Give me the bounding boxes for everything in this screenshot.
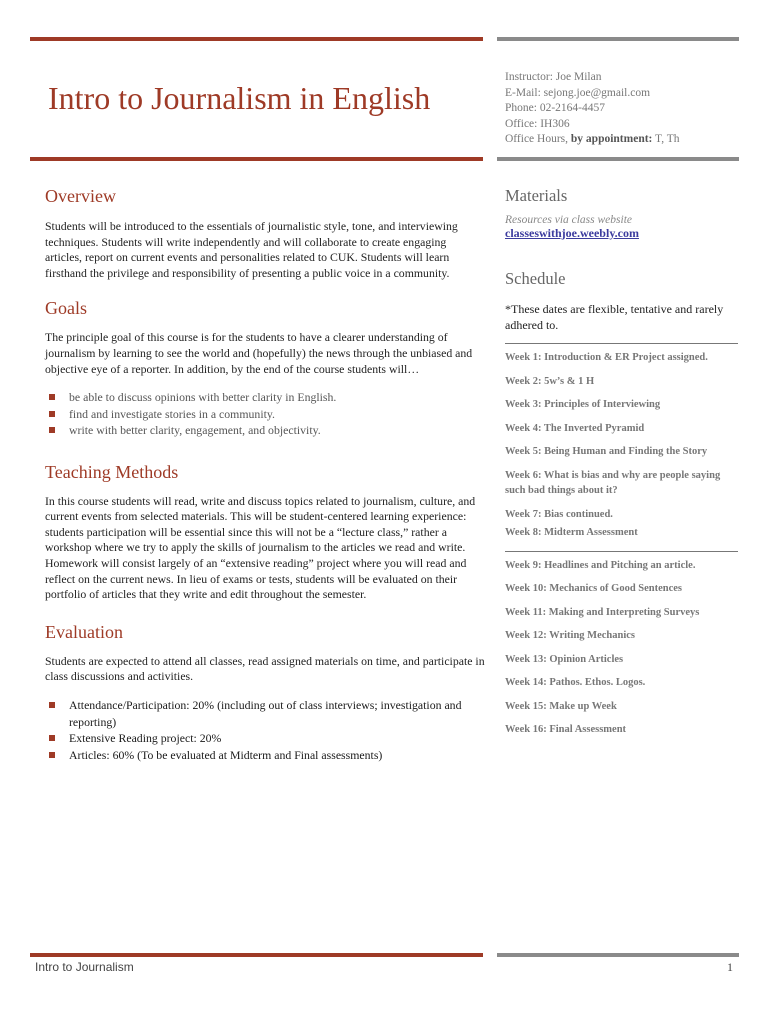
list-item: Attendance/Participation: 20% (including out of class interviews; investigation and reporting) [45, 697, 485, 730]
schedule-week: Week 16: Final Assessment [505, 724, 627, 735]
schedule-heading: Schedule [505, 269, 566, 288]
footer-rule-right [497, 953, 739, 957]
schedule-week: Week 3: Principles of Interviewing [505, 399, 661, 410]
document-title: Intro to Journalism in English [48, 80, 431, 116]
schedule-week: Week 13: Opinion Articles [505, 653, 624, 665]
header-top-rule-right [497, 37, 739, 41]
list-item: Articles: 60% (To be evaluated at Midterm and Final assessments) [45, 747, 485, 764]
resources-note: Resources via class website [505, 214, 633, 226]
header-top-rule-left [30, 37, 483, 41]
schedule-week: Week 11: Making and Interpreting Surveys [505, 606, 700, 618]
instructor-contact [505, 70, 680, 148]
bullet-square-icon [49, 735, 55, 741]
schedule-week: Week 5: Being Human and Finding the Story [505, 446, 708, 457]
class-website-link[interactable]: classeswithjoe.weebly.com [505, 226, 639, 240]
evaluation-list [45, 697, 485, 763]
goals-heading: Goals [45, 298, 87, 319]
schedule-week: Week 12: Writing Mechanics [505, 630, 635, 641]
schedule-note: *These dates are flexible, tentative and rarely adhered to. [505, 302, 724, 332]
instructor-phone: Phone: 02-2164-4457 [505, 102, 605, 114]
list-item: find and investigate stories in a community. [45, 406, 485, 423]
goals-list [45, 389, 485, 439]
teaching-methods-text: In this course students will read, write and discuss topics related to journalism, culture, and current events from selected materials. This will be student-centered learning experience: students participation will be essential since this will not be a “lecture class,” rather a workshop where we try to apply the skills of journalism to the articles we read and write. Homework will consist largely of an “extensive reading” project where you will read and reflect on the current news. In lieu of exams or tests, students will be evaluated on their portfolio of articles that they write and edit throughout the semester. [45, 493, 476, 602]
list-item: be able to discuss opinions with better clarity in English. [45, 389, 485, 406]
page-number: 1 [727, 960, 733, 974]
schedule-divider [505, 343, 738, 344]
overview-text: Students will be introduced to the essentials of journalistic style, tone, and interviewing techniques. Students will write independently and will collaborate to create engaging articles, report on current events and personalities related to CUK. Students will learn firsthand the privilege and responsibility of presenting a public voice in a community. [45, 219, 458, 280]
teaching-methods-heading: Teaching Methods [45, 461, 179, 482]
office-hours: Office Hours, by appointment: T, Th [505, 133, 680, 145]
schedule-week: Week 10: Mechanics of Good Sentences [505, 583, 683, 594]
schedule-week: Week 8: Midterm Assessment [505, 527, 638, 538]
schedule-week: Week 6: What is bias and why are people saying such bad things about it? [505, 469, 721, 496]
main-column [45, 186, 485, 763]
schedule-week: Week 7: Bias continued. [505, 508, 613, 520]
goals-text: The principle goal of this course is for the students to have a clearer understanding of journalism by learning to see the world and (hopefully) the news through the unbiased and objective eye of a reporter. In addition, by the end of the course students will… [45, 330, 473, 376]
bullet-square-icon [49, 427, 55, 433]
bullet-square-icon [49, 411, 55, 417]
schedule-week: Week 15: Make up Week [505, 700, 617, 712]
schedule-divider [505, 551, 738, 552]
footer-title: Intro to Journalism [35, 960, 134, 974]
instructor-email: E-Mail: sejong.joe@gmail.com [505, 86, 651, 99]
footer-rule-left [30, 953, 483, 957]
overview-heading: Overview [45, 186, 116, 206]
instructor-office: Office: IH306 [505, 117, 570, 130]
header-bottom-rule-left [30, 157, 483, 161]
list-item: write with better clarity, engagement, and objectivity. [45, 422, 485, 439]
bullet-square-icon [49, 702, 55, 708]
schedule-week: Week 2: 5w’s & 1 H [505, 375, 595, 387]
evaluation-text: Students are expected to attend all classes, read assigned materials on time, and participate in class discussions and activities. [45, 653, 485, 684]
bullet-square-icon [49, 394, 55, 400]
schedule-week: Week 14: Pathos. Ethos. Logos. [505, 677, 646, 688]
schedule-week: Week 1: Introduction & ER Project assigned. [505, 352, 708, 363]
sidebar-column [505, 186, 738, 738]
schedule-week: Week 4: The Inverted Pyramid [505, 422, 645, 434]
list-item: Extensive Reading project: 20% [45, 730, 485, 747]
schedule-group-1 [505, 350, 738, 541]
evaluation-heading: Evaluation [45, 621, 123, 642]
bullet-square-icon [49, 752, 55, 758]
schedule-week: Week 9: Headlines and Pitching an article. [505, 559, 696, 571]
schedule-group-2 [505, 558, 738, 738]
materials-heading: Materials [505, 186, 568, 205]
instructor-name: Instructor: Joe Milan [505, 71, 602, 83]
header-bottom-rule-right [497, 157, 739, 161]
